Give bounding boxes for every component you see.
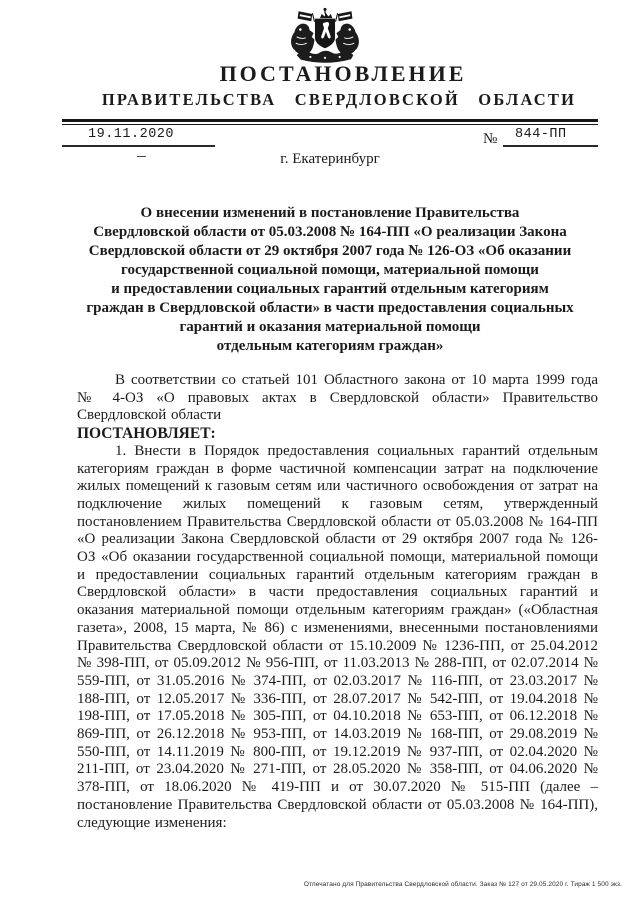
doc-authority-title: ПРАВИТЕЛЬСТВА СВЕРДЛОВСКОЙ ОБЛАСТИ: [101, 90, 577, 109]
document-body: [62, 204, 598, 832]
preamble-paragraph: В соответствии со статьей 101 Областного закона от 10 марта 1999 года № 4-ОЗ «О правовых актах в Свердловской области» Правительство Свердловской области: [77, 372, 598, 424]
resolution-title-line: отдельным категориям граждан»: [216, 338, 444, 354]
doc-number-field: [503, 127, 598, 147]
resolution-title-line: гарантий и оказания материальной помощи: [179, 319, 481, 335]
header-divider: [62, 119, 598, 125]
doc-number-label: №: [483, 131, 498, 147]
doc-number: 844-ПП: [515, 127, 567, 142]
resolution-title-line: О внесении изменений в постановление Правительства: [140, 205, 520, 221]
doc-date: 19.11.2020: [88, 127, 175, 142]
resolution-title-line: Свердловской области от 29 октября 2007 года № 126-ОЗ «Об оказании: [88, 243, 572, 259]
doc-place: г. Екатеринбург: [280, 151, 380, 167]
doc-date-field: [62, 127, 215, 147]
resolution-title-line: государственной социальной помощи, материальной помощи: [121, 262, 539, 278]
resolution-title-line: и предоставлении социальных гарантий отдельным категориям: [111, 281, 549, 297]
resolves-line: ПОСТАНОВЛЯЕТ:: [77, 425, 216, 443]
coat-of-arms-icon: [283, 6, 367, 64]
print-info-footer: Отпечатано для Правительства Свердловской области. Заказ № 127 от 29.05.2020 г. Тираж 1 500 экз.: [303, 881, 622, 888]
doc-type-title: ПОСТАНОВЛЕНИЕ: [219, 61, 467, 86]
item-1-paragraph: 1. Внести в Порядок предоставления социальных гарантий отдельным категориям граждан в форме частичной компенсации затрат на подключение жилых помещений к газовым сетям или частичного освобождения от затрат на подключение жилых помещений к газовым сетям, утвержденный постановлением Правительства Свердловской области от 05.03.2008 № 164-ПП «О реализации Закона Свердловской области от 29 октября 2007 года № 126-ОЗ «Об оказании государственной социальной помощи, материальной помощи и предоставлении социальных гарантий отдельным категориям граждан в Свердловской области» в части предоставления социальных гарантий и оказания материальной помощи отдельным категориям граждан» («Областная газета», 2008, 15 марта, № 86) с изменениями, внесенными постановлениями Правительства Свердловской области от 15.10.2009 № 1236-ПП, от 25.04.2012 № 398-ПП, от 05.09.2012 № 956-ПП, от 11.03.2013 № 288-ПП, от 02.07.2014 № 559-ПП, от 31.05.2016 № 374-ПП, от 02.03.2017 № 116-ПП, от 23.03.2017 № 188-ПП, от 12.05.2017 № 336-ПП, от 28.07.2017 № 542-ПП, от 19.04.2018 № 198-ПП, от 17.05.2018 № 305-ПП, от 04.10.2018 № 653-ПП, от 06.12.2018 № 869-ПП, от 26.12.2018 № 953-ПП, от 14.03.2019 № 168-ПП, от 29.08.2019 № 550-ПП, от 14.11.2019 № 800-ПП, от 19.12.2019 № 937-ПП, от 02.04.2020 № 211-ПП, от 23.04.2020 № 271-ПП, от 28.05.2020 № 358-ПП, от 04.06.2020 № 378-ПП, от 18.06.2020 № 419-ПП и от 30.07.2020 № 515-ПП (далее – постановление Правительства Свердловской области от 05.03.2008 № 164-ПП), следующие изменения:: [77, 442, 598, 831]
resolution-title-line: граждан в Свердловской области» в части предоставления социальных: [86, 300, 574, 316]
resolution-title: [62, 204, 598, 356]
resolution-title-line: Свердловской области от 05.03.2008 № 164-ПП «О реализации Закона: [93, 224, 567, 240]
